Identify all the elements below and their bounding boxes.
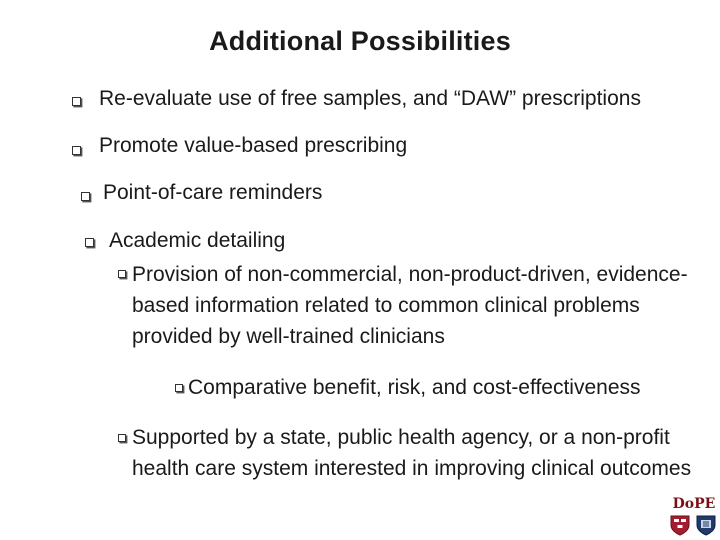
bullet-item-academic-detailing — [109, 225, 285, 256]
bullet-item-comparative — [188, 372, 641, 403]
bullet-item-supported — [132, 422, 702, 484]
bullet-text: Promote value-based prescribing — [99, 134, 408, 157]
bullet-icon — [72, 97, 81, 106]
bullet-text: Point-of-care reminders — [103, 181, 323, 204]
university-shield-icon — [695, 514, 717, 536]
bullet-item-provision — [132, 259, 702, 352]
bullet-text: Academic detailing — [109, 229, 286, 252]
bullet-icon — [175, 384, 183, 392]
bullet-item-value-based — [99, 130, 407, 161]
bullet-icon — [81, 192, 90, 201]
bullet-icon — [72, 146, 81, 155]
logo-text: DoPE — [672, 496, 716, 512]
bullet-icon — [118, 434, 126, 442]
bullet-icon — [85, 238, 94, 247]
bullet-text: Comparative benefit, risk, and cost-effectiveness — [188, 376, 641, 399]
dope-logo — [668, 497, 720, 540]
harvard-shield-icon — [669, 514, 691, 536]
bullet-icon — [118, 270, 126, 278]
slide-title: Additional Possibilities — [209, 26, 511, 56]
bullet-item-point-of-care — [103, 177, 322, 208]
bullet-text: Supported by a state, public health agency, or a non-profit health care system interested in improving clinical outcomes — [132, 426, 692, 480]
bullet-item-free-samples — [99, 83, 641, 114]
bullet-text: Re-evaluate use of free samples, and “DAW” prescriptions — [99, 87, 641, 110]
bullet-text: Provision of non-commercial, non-product-driven, evidence-based information related to common clinical problems provided by well-trained clinicians — [132, 263, 688, 348]
